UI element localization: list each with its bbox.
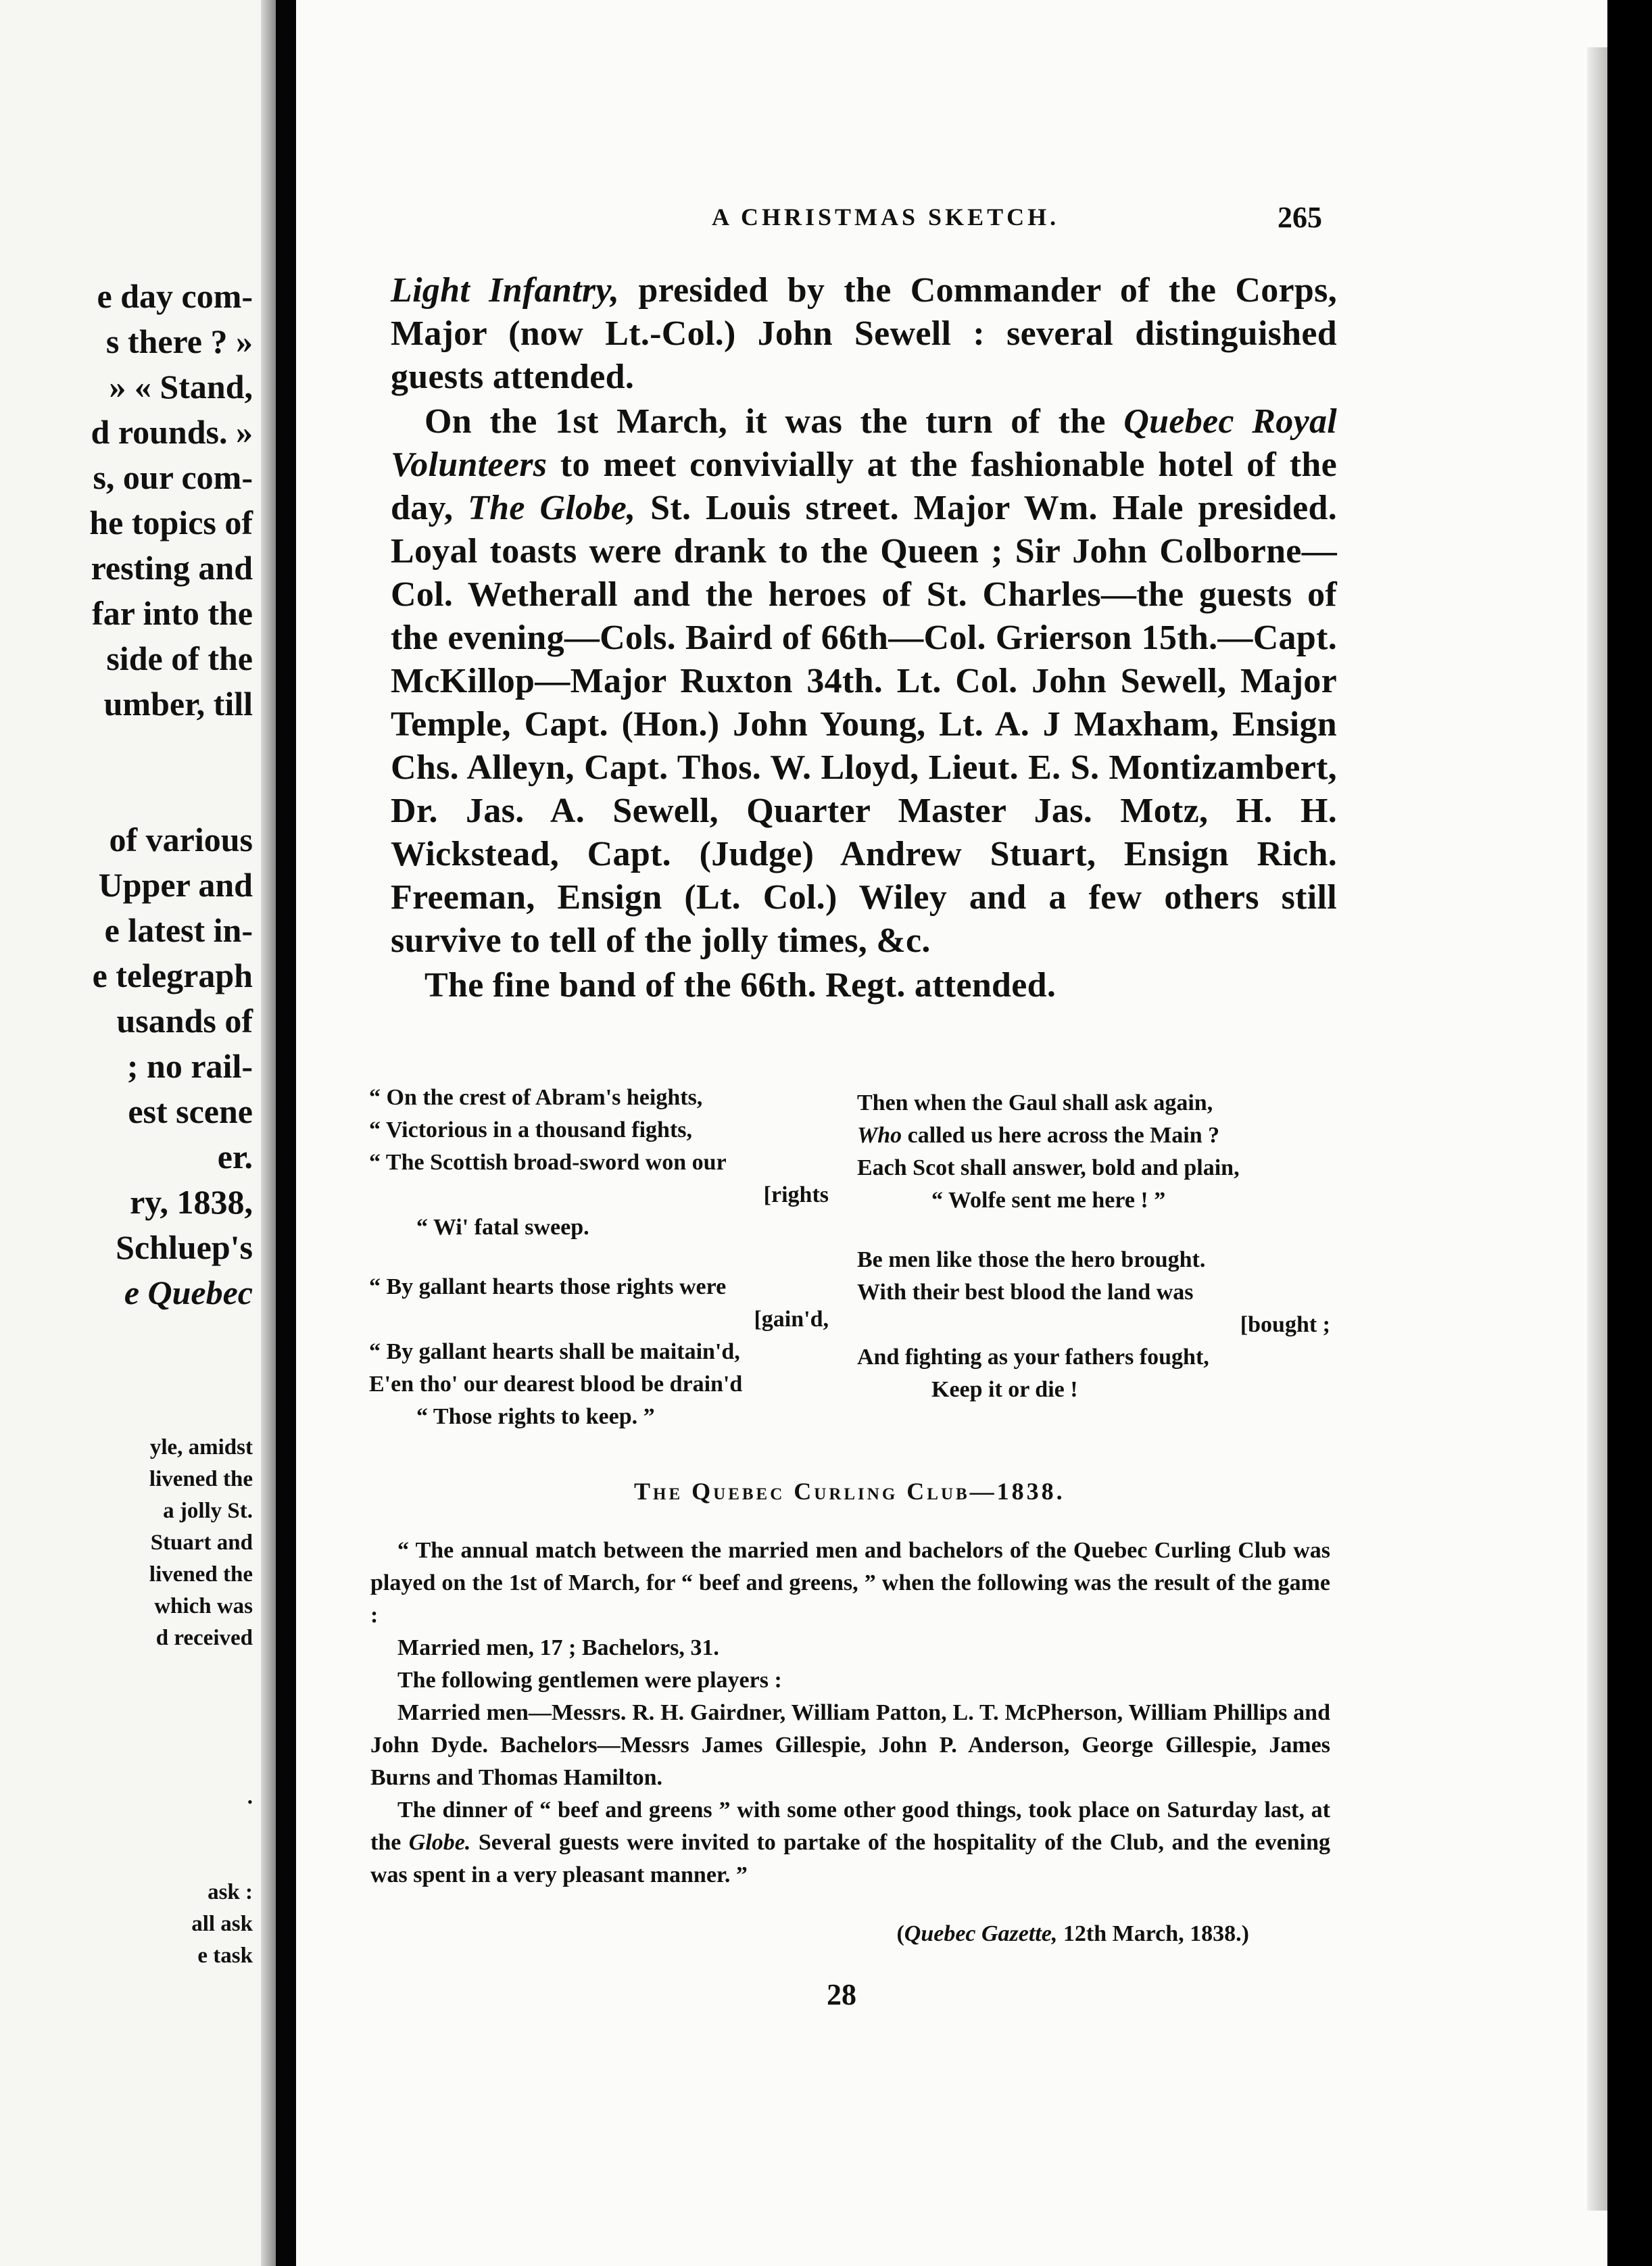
left-line: yle, amidst <box>149 1435 253 1460</box>
poem-line-turnover: [rights <box>763 1182 829 1207</box>
left-line: side of the <box>106 640 253 677</box>
page-gutter <box>261 0 276 2266</box>
paragraph <box>391 400 1337 963</box>
page-number: 265 <box>1278 201 1322 234</box>
article-text <box>370 1535 1330 1891</box>
left-line: a jolly St. <box>163 1499 253 1523</box>
left-line: umber, till <box>103 685 253 723</box>
page-edge <box>1587 47 1607 2211</box>
poem-line: “ On the crest of Abram's heights, <box>369 1085 703 1110</box>
italic-text: The Globe, <box>468 489 636 527</box>
citation <box>896 1921 1249 1947</box>
text-run: ( <box>896 1921 904 1946</box>
poem-line: E'en tho' our dearest blood be drain'd <box>369 1372 743 1397</box>
paragraph: Married men, 17 ; Bachelors, 31. <box>397 1635 719 1660</box>
text-run: to meet convivially at the fashionable hotel of the day, <box>391 445 1337 527</box>
poem-left-column <box>369 1082 829 1433</box>
left-line: livened the <box>149 1467 253 1491</box>
left-line: d rounds. » <box>91 413 253 451</box>
poem-line: “ Wolfe sent me here ! ” <box>931 1188 1166 1213</box>
left-line: all ask <box>191 1912 253 1936</box>
left-line: Stuart and <box>150 1530 253 1555</box>
poem-line: “ Those rights to keep. ” <box>416 1404 655 1429</box>
left-line: e Quebec <box>124 1274 253 1311</box>
left-line: ask : <box>208 1880 253 1904</box>
poem-line: Each Scot shall answer, bold and plain, <box>857 1155 1240 1180</box>
left-line: livened the <box>149 1562 253 1587</box>
poem-line: With their best blood the land was <box>857 1280 1194 1305</box>
book-spine <box>276 0 296 2266</box>
left-line: » « Stand, <box>109 368 253 406</box>
left-line: er. <box>217 1138 253 1176</box>
poem-line: Be men like those the hero brought. <box>857 1247 1206 1272</box>
left-line: ry, 1838, <box>130 1183 253 1221</box>
poem-line: Keep it or die ! <box>931 1377 1078 1402</box>
paragraph: “ The annual match between the married men and bachelors of the Quebec Curling Club was played on the 1st of March, for “ beef and greens, ” when the following was the result of the game : <box>370 1538 1330 1628</box>
left-line: est scene <box>128 1092 253 1130</box>
signature-mark: 28 <box>827 1978 856 2011</box>
poem-line: “ The Scottish broad-sword won our <box>369 1150 727 1175</box>
poem-line: Then when the Gaul shall ask again, <box>857 1090 1213 1115</box>
left-line: e task <box>197 1944 253 1968</box>
left-line: e day com- <box>97 277 253 315</box>
poem-line-turnover: [bought ; <box>1240 1312 1330 1337</box>
italic-text: Quebec Gazette, <box>904 1921 1058 1946</box>
poem-line: “ By gallant hearts shall be maitain'd, <box>369 1339 740 1364</box>
left-line: Schluep's <box>116 1228 253 1266</box>
poem-line-turnover: [gain'd, <box>754 1307 829 1332</box>
text-run: called us here across the Main ? <box>902 1123 1220 1148</box>
left-line: he topics of <box>89 504 253 541</box>
left-line: . <box>247 1785 253 1809</box>
poem-line: “ By gallant hearts those rights were <box>369 1274 727 1299</box>
left-line: s there ? » <box>105 322 253 360</box>
paragraph: Married men—Messrs. R. H. Gairdner, William Patton, L. T. McPherson, William Phillips and John Dyde. Bachelors—Messrs James Gillespie, John P. Anderson, George Gillespie, James Burns and Thomas Hamilton. <box>370 1700 1330 1790</box>
left-line: d received <box>155 1626 253 1650</box>
left-line: e telegraph <box>92 957 253 994</box>
paragraph: The fine band of the 66th. Regt. attended. <box>424 966 1056 1005</box>
left-line: e latest in- <box>104 911 253 949</box>
left-line: ; no rail- <box>126 1047 253 1085</box>
paragraph <box>391 269 1337 399</box>
left-page-text-small <box>0 1432 253 1972</box>
running-head: A CHRISTMAS SKETCH. <box>712 203 1060 231</box>
poem-line <box>857 1119 1330 1152</box>
left-line: resting and <box>91 549 253 587</box>
text-run: The dinner of “ beef and greens ” with some other good things, took place on Saturday last, at the <box>370 1798 1330 1855</box>
left-line: of various <box>109 821 253 859</box>
text-run: presided by the Commander of the Corps, Major (now Lt.-Col.) John Sewell : several distinguished guests attended. <box>391 271 1337 396</box>
poem-right-column <box>857 1087 1330 1406</box>
left-line: s, our com- <box>93 458 253 496</box>
italic-text: Quebec Royal Volunteers <box>391 402 1337 484</box>
text-run: On the 1st March, it was the turn of the <box>424 402 1124 441</box>
text-run: Several guests were invited to partake of the hospitality of the Club, and the evening was spent in a very pleasant manner. ” <box>370 1830 1330 1887</box>
left-line: which was <box>154 1594 253 1618</box>
italic-text: Who <box>857 1123 902 1148</box>
left-page-text-large <box>0 274 253 1316</box>
poem-line: “ Victorious in a thousand fights, <box>369 1117 692 1142</box>
page-265 <box>296 0 1607 2266</box>
left-line: usands of <box>116 1002 253 1040</box>
paragraph <box>370 1794 1330 1891</box>
body-text <box>391 269 1337 1007</box>
paragraph: The following gentlemen were players : <box>397 1668 782 1693</box>
text-run: St. Louis street. Major Wm. Hale presided. Loyal toasts were drank to the Queen ; Sir John Colborne—Col. Wetherall and the heroes of St. Charles—the guests of the evening—Cols. Baird of 66th—Col. Grierson 15th.—Capt. McKillop—Major Ruxton 34th. Lt. Col. John Sewell, Major Temple, Capt. (Hon.) John Young, Lt. A. J Maxham, Ensign Chs. Alleyn, Capt. Thos. W. Lloyd, Lieut. E. S. Montizambert, Dr. Jas. A. Sewell, Quarter Master Jas. Motz, H. H. Wickstead, Capt. (Judge) Andrew Stuart, Ensign Rich. Freeman, Ensign (Lt. Col.) Wiley and a few others still survive to tell of the jolly times, &c. <box>391 489 1337 960</box>
poem-line: And fighting as your fathers fought, <box>857 1345 1209 1370</box>
italic-text: Globe. <box>408 1830 471 1855</box>
italic-text: Light Infantry, <box>391 271 620 310</box>
text-run: 12th March, 1838.) <box>1057 1921 1249 1946</box>
left-line: far into the <box>92 594 253 632</box>
left-page-fragment <box>0 0 276 2266</box>
poem-line: “ Wi' fatal sweep. <box>416 1215 589 1240</box>
left-line: Upper and <box>98 866 253 904</box>
section-title: The Quebec Curling Club—1838. <box>634 1478 1065 1505</box>
